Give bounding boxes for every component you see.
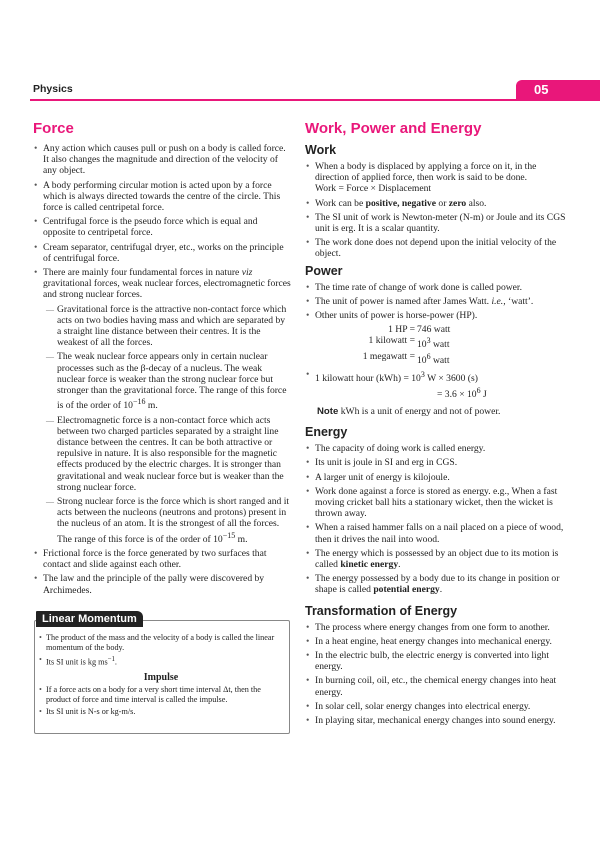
sub-item [43, 496, 291, 545]
text: The weak nuclear force appears only in certain nuclear processes such as the β-decay of a nucleus. The weak nuclear force is weaker than the strong nuclear force but stronger than the gravitational force. The range of this force is of the order of 10 [57, 351, 287, 412]
text: The unit of power is named after James Watt. [315, 295, 492, 307]
page-number-tab [516, 80, 600, 100]
list-item [305, 369, 567, 400]
work-formula: Work = Force × Displacement [315, 183, 432, 195]
linear-momentum-content [38, 633, 284, 719]
unit-value: 746 watt [417, 324, 451, 336]
transformation-heading: Transformation of Energy [305, 603, 458, 618]
text: There are mainly four fundamental forces in nature [43, 267, 242, 279]
unit-row [305, 324, 567, 335]
work-list [305, 161, 567, 260]
kwh-joules [315, 385, 567, 400]
transformation-list [305, 622, 567, 727]
list-item: • Frictional force is the force generated by two surfaces that contact and slide against each other. [33, 548, 291, 570]
list-item: • In burning coil, oil, etc., the chemical energy changes into heat energy. [305, 675, 567, 697]
unit-value [415, 335, 450, 350]
unit-label: 1 megawatt = [362, 350, 415, 362]
list-item: • The SI unit of work is Newton-meter (N-m) or Joule and its CGS unit is erg. It is a scalar quantity. [305, 212, 567, 234]
text: . [439, 584, 443, 596]
list-item [38, 655, 284, 668]
impulse-list [38, 685, 284, 717]
text: Work can be [315, 197, 366, 209]
work-power-energy-heading: Work, Power and Energy [305, 120, 482, 137]
list-item: • The time rate of change of work done is called power. [305, 282, 567, 293]
text: ‘watt’. [505, 295, 534, 307]
unit-row [305, 335, 567, 350]
list-item: • Centrifugal force is the pseudo force which is equal and opposite to centripetal force. [33, 216, 291, 238]
impulse-heading: Impulse [143, 671, 179, 683]
list-item: • A body performing circular motion is acted upon by a force which is always directed towards the centre of the circle. This force is called centripetal force. [33, 180, 291, 214]
list-item: • In a heat engine, heat energy changes into mechanical energy. [305, 636, 567, 647]
text: or [436, 197, 449, 209]
sub-item: — Electromagnetic force is a non-contact force which acts between two charged particles separated by a straight line distance between the centres. It can be both attractive or repulsive in nature. It is also responsible for the magnetic effects produced by the electric charges. It is stronger than gravitational and weak nuclear force but is weaker than the strong nuclear force. [43, 415, 291, 493]
text: Strong nuclear force is the force which is short ranged and it acts between the nucleons (neutrons and protons) present in the nucleus of an atom. It is the strongest of all the forces. The range of this force is of the order of 10 [57, 496, 290, 545]
list-item: • Cream separator, centrifugal dryer, etc., works on the principle of centrifugal force. [33, 242, 291, 264]
list-item: • The capacity of doing work is called energy. [305, 443, 567, 454]
note-text: kWh is a unit of energy and not of power. [338, 406, 501, 417]
kwh-list [305, 369, 567, 400]
text: watt [430, 339, 450, 351]
list-item: • The product of the mass and the velocity of a body is called the linear momentum of the body. [38, 633, 284, 653]
text: = 3.6 × 10 [437, 388, 477, 400]
list-item [305, 161, 567, 195]
list-item [305, 198, 567, 209]
list-item: • Work done against a force is stored as energy. e.g., When a fast moving cricket ball hits a stationary wicket, then the wicket is thrown away. [305, 486, 567, 520]
text: The energy which is possessed by an object due to its motion is called [315, 547, 559, 571]
exponent: 6 [426, 351, 431, 361]
energy-list [305, 443, 567, 595]
exponent: −15 [222, 530, 236, 540]
text: The energy possessed by a body due to its change in position or shape is called [315, 573, 560, 596]
list-item [305, 573, 567, 595]
list-item: • In the electric bulb, the electric energy is converted into light energy. [305, 650, 567, 672]
sub-list [43, 304, 291, 545]
unit-row [305, 351, 567, 366]
list-item: • Its unit is joule in SI and erg in CGS. [305, 457, 567, 468]
list-item: • The work done does not depend upon the initial velocity of the object. [305, 237, 567, 259]
force-heading: Force [33, 120, 74, 137]
note-label: Note [317, 406, 339, 417]
list-item: • The law and the principle of the pally were discovered by Archimedes. [33, 573, 291, 595]
text: zero [448, 197, 467, 209]
unit-label: 1 HP = [388, 324, 415, 336]
sub-item [43, 351, 291, 411]
exponent: −1 [107, 656, 115, 663]
text: . [114, 657, 117, 667]
text: viz [241, 267, 253, 279]
text: also. [466, 197, 487, 209]
text: 10 [417, 339, 427, 351]
list-item: • If a force acts on a body for a very short time interval Δt, then the product of force and time interval is called the impulse. [38, 685, 284, 705]
list-item: • Its SI unit is N-s or kg-m/s. [38, 707, 284, 717]
momentum-list [38, 633, 284, 668]
list-item: • In playing sitar, mechanical energy changes into sound energy. [305, 715, 567, 726]
exponent: −16 [132, 397, 146, 407]
text: i.e., [491, 295, 506, 307]
list-item [305, 296, 567, 307]
text: m. [235, 533, 248, 545]
power-list [305, 282, 567, 322]
work-heading: Work [305, 143, 337, 157]
header-subject: Physics [33, 83, 73, 95]
unit-value [415, 351, 450, 366]
energy-heading: Energy [305, 425, 348, 440]
right-column [305, 118, 567, 729]
list-item: • A larger unit of energy is kilojoule. [305, 472, 567, 483]
text: m. [145, 400, 158, 412]
text: kinetic energy [340, 559, 399, 571]
list-item: • The process where energy changes from one form to another. [305, 622, 567, 633]
text: gravitational forces, weak nuclear forces, electromagnetic forces and strong nuclear forces. [43, 278, 291, 301]
text: . [398, 559, 401, 571]
text: 1 kilowatt hour (kWh) = 10 [315, 373, 421, 385]
left-column [33, 118, 291, 599]
linear-momentum-tab: Linear Momentum [36, 611, 143, 627]
text: potential energy [373, 584, 440, 596]
list-item: • Any action which causes pull or push on a body is called force. It also changes the magnitude and direction of the velocity of any object. [33, 143, 291, 177]
power-heading: Power [305, 263, 343, 278]
list-item [33, 267, 291, 545]
unit-label: 1 kilowatt = [368, 335, 415, 347]
text: 10 [417, 355, 427, 367]
power-note [317, 406, 567, 417]
text: W × 3600 (s) [424, 373, 478, 385]
text: positive, negative [365, 197, 436, 209]
exponent: 3 [426, 336, 431, 346]
sub-item: — Gravitational force is the attractive non-contact force which acts on two bodies having mass and which are separated by a straight line distance between their centres. It is the weakest of all the forces. [43, 304, 291, 349]
list-item: • Other units of power is horse-power (HP). [305, 310, 567, 321]
page-number: 05 [534, 82, 549, 97]
exponent: 6 [476, 385, 481, 395]
force-list [33, 143, 291, 596]
text: Its SI unit is kg ms [46, 657, 108, 667]
text: watt [430, 355, 450, 367]
text: J [480, 388, 487, 400]
exponent: 3 [420, 370, 425, 380]
header-rule [30, 99, 600, 101]
list-item [305, 548, 567, 570]
list-item: • When a raised hammer falls on a nail placed on a piece of wood, then it drives the nail into wood. [305, 522, 567, 544]
power-units-table [305, 324, 567, 366]
list-item: • In solar cell, solar energy changes into electrical energy. [305, 701, 567, 712]
text: When a body is displaced by applying a force on it, in the direction of applied force, then work is said to be done. [315, 161, 537, 184]
